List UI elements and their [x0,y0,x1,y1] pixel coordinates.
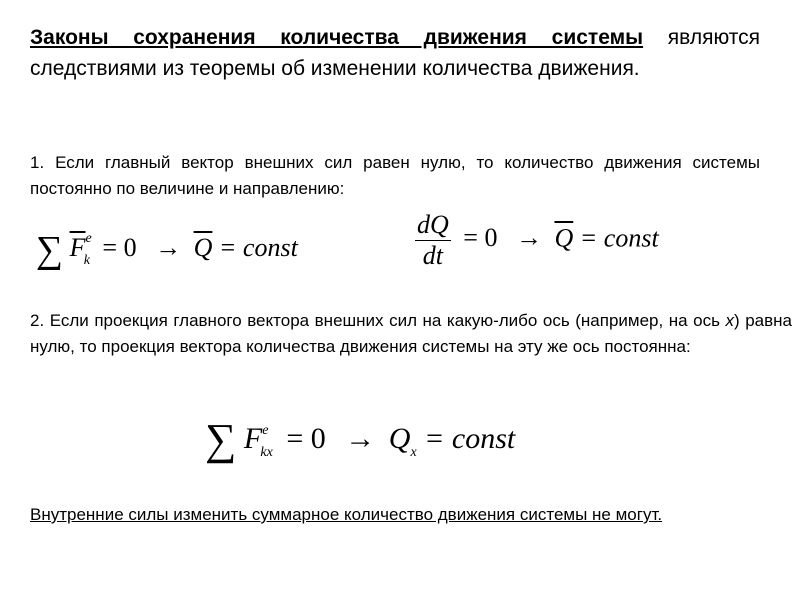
sum-symbol: ∑ [36,229,64,271]
momentum-symbol: $\overline{Q}$ [193,233,213,262]
law-2-after: ) равна нулю, то проекция вектора количества движения системы на эту же ось постоянна: [30,311,793,356]
force-symbol: $\overline{F}$ [69,233,86,262]
law-2-axis: x [725,311,735,330]
slide-title: Законы сохранения количества движения системы [30,26,644,49]
force-symbol-3: F [243,422,263,455]
equals-zero-3: = 0 [286,422,326,455]
denominator-dt: dt [422,241,443,270]
law-2-before: 2. Если проекция главного вектора внешних сил на какую-либо ось (например, на ось [30,311,726,330]
momentum-symbol-2: $\overline{Q}$ [554,223,574,253]
superscript-e: e [85,231,92,246]
subscript-kx: kx [260,445,273,460]
law-2-text [30,308,792,360]
equals-const: = const [218,233,298,262]
superscript-e-3: e [262,423,269,438]
equation-projection [205,408,516,464]
derivative-fraction [415,210,451,271]
equation-derivative [415,210,659,271]
equals-zero-2: = 0 [463,223,498,253]
numerator-dq: dQ [417,210,449,239]
intro-paragraph [30,22,760,84]
subscript-k: k [83,253,90,268]
arrow-symbol-3: → [345,422,376,455]
equals-const-2: = const [579,223,659,253]
sum-symbol-3: ∑ [205,415,237,464]
conclusion-text: Внутренние силы изменить суммарное количество движения системы не могут. [30,505,663,524]
law-1-text: 1. Если главный вектор внешних сил равен нулю, то количество движения системы постоянно по величине и направлению: [30,153,760,198]
arrow-symbol: → [155,233,182,262]
arrow-symbol-2: → [515,223,542,253]
momentum-symbol-3: Q [388,422,411,455]
equation-vector-sum [36,222,298,271]
intro-rest: являются следствиями из теоремы об изменении количества движения. [30,26,760,80]
equals-const-3: = const [424,422,516,455]
equals-zero: = 0 [102,233,137,262]
subscript-x: x [410,445,417,460]
